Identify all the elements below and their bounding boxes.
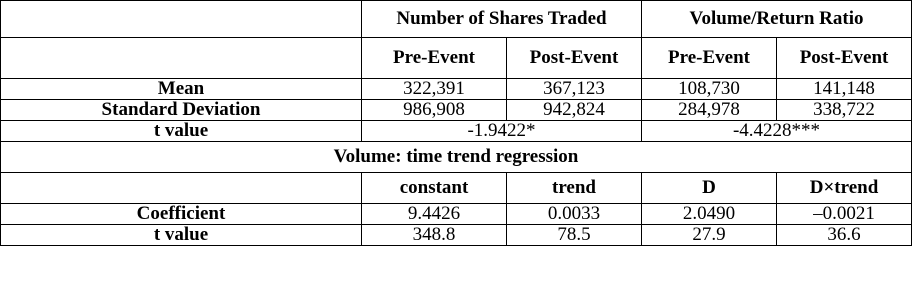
table-cell: 2.0490 <box>642 204 777 225</box>
table-cell: -1.9422* <box>362 121 642 142</box>
section-title: Volume: time trend regression <box>1 142 912 173</box>
table-cell: 942,824 <box>507 100 642 121</box>
table-cell: 284,978 <box>642 100 777 121</box>
group-header-ratio: Volume/Return Ratio <box>642 1 912 38</box>
table-cell: 348.8 <box>362 225 507 246</box>
table-cell: 9.4426 <box>362 204 507 225</box>
table-cell: 141,148 <box>777 79 912 100</box>
table-cell: 108,730 <box>642 79 777 100</box>
table-cell: -4.4228*** <box>642 121 912 142</box>
table-row-regression-t-value <box>1 225 912 246</box>
table-row-t-value <box>1 121 912 142</box>
row-label: Mean <box>1 79 362 100</box>
column-header: D <box>642 173 777 204</box>
row-label: Standard Deviation <box>1 100 362 121</box>
table-cell: 36.6 <box>777 225 912 246</box>
section-title-row <box>1 142 912 173</box>
blank-cell <box>1 173 362 204</box>
sub-header: Pre-Event <box>362 38 507 79</box>
table-row-std <box>1 100 912 121</box>
table-cell: 322,391 <box>362 79 507 100</box>
regression-header-row <box>1 173 912 204</box>
table-cell: 338,722 <box>777 100 912 121</box>
table-cell: 27.9 <box>642 225 777 246</box>
table-cell: 986,908 <box>362 100 507 121</box>
row-label: t value <box>1 225 362 246</box>
blank-cell <box>1 38 362 79</box>
column-header: trend <box>507 173 642 204</box>
column-header: constant <box>362 173 507 204</box>
table-cell: 367,123 <box>507 79 642 100</box>
sub-header: Pre-Event <box>642 38 777 79</box>
group-header-shares: Number of Shares Traded <box>362 1 642 38</box>
table-row-mean <box>1 79 912 100</box>
sub-header: Post-Event <box>777 38 912 79</box>
sub-header-row <box>1 38 912 79</box>
column-header: D×trend <box>777 173 912 204</box>
sub-header: Post-Event <box>507 38 642 79</box>
table-cell: 78.5 <box>507 225 642 246</box>
table-cell: –0.0021 <box>777 204 912 225</box>
group-header-row <box>1 1 912 38</box>
table-cell: 0.0033 <box>507 204 642 225</box>
row-label: t value <box>1 121 362 142</box>
row-label: Coefficient <box>1 204 362 225</box>
corner-cell <box>1 1 362 38</box>
table-row-coefficient <box>1 204 912 225</box>
